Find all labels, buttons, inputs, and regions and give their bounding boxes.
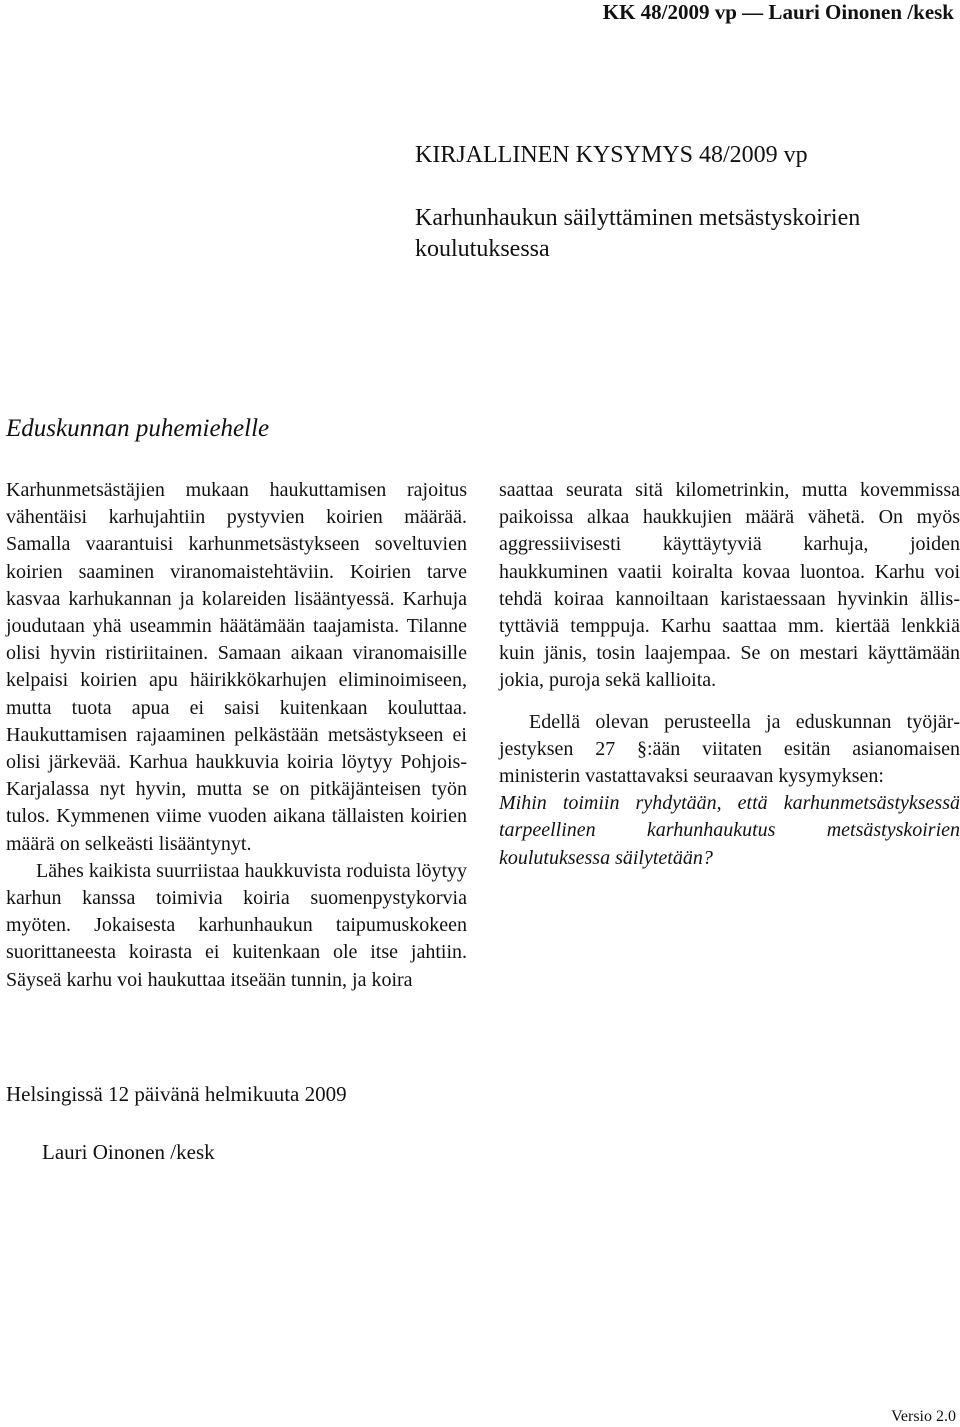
version-label: Versio 2.0 xyxy=(891,1408,956,1425)
document-subtitle: Karhunhaukun säilyttäminen metsästyskoirien koulutuksessa xyxy=(415,205,861,262)
signing-date: Helsingissä 12 päivänä helmikuuta 2009 xyxy=(6,1082,347,1106)
body-paragraph-2: Lähes kaikista suurriistaa haukkuvista roduista löytyy karhun kanssa toimivia koiria suomenpystykorvia myöten. Jokaisesta karhunhaukun taipumuskokeen suorittaneesta koirasta ei kuitenkaan ole itse jahtiin. Säyseä karhu voi haukuttaa itseään tunnin, ja koira xyxy=(6,859,467,991)
page-header: KK 48/2009 vp — Lauri Oinonen /kesk xyxy=(602,0,954,24)
addressee: Eduskunnan puhemiehelle xyxy=(6,415,270,442)
formal-question: Mihin toimiin ryhdytään, että karhunmetsästyksessä tarpeellinen karhunhaukutus metsästyskoirien koulutuksessa säilytetään? xyxy=(499,792,960,869)
body-text-right-column xyxy=(499,477,960,872)
body-paragraph-3: Edellä olevan perusteella ja eduskunnan työjärjestyksen 27 §:ään viitaten esitän asianomaisen ministerin vastattavaksi seuraavan kysymyksen: xyxy=(499,710,960,788)
document-title: KIRJALLINEN KYSYMYS 48/2009 vp xyxy=(415,142,808,168)
body-paragraph-1: Karhunmetsästäjien mukaan haukuttamisen rajoitus vähentäisi karhujahtiin pystyvien koirien määrää. Samalla vaarantuisi karhunmetsästykseen soveltuvien koirien saaminen viranomaistehtäviin. Koirien tarve kasvaa karhukannan ja kolareiden lisääntyessä. Karhuja joudutaan yhä useammin häätämään taajamista. Tilanne olisi hyvin ristiriitainen. Samaan aikaan viranomaisille kelpaisi koirien apu häirikkökarhujen eliminoimiseen, mutta tuota apua ei saisi kuitenkaan kouluttaa. Haukuttamisen rajaaminen pelkästään metsästykseen ei olisi järkevää. Karhua haukkuvia koiria löytyy Pohjois-Karjalassa nyt hyvin, mutta se on pitkäjänteisen työn tulos. Kymmenen viime vuoden aikana tällaisten koirien määrä on selkeästi lisääntynyt. xyxy=(6,479,467,855)
signer-name: Lauri Oinonen /kesk xyxy=(42,1140,215,1164)
body-text-left-column xyxy=(6,477,467,994)
body-paragraph-2-continued: saattaa seurata sitä kilometrinkin, mutta kovemmissa paikoissa alkaa haukkujien määrä vähetä. On myös aggressiivisesti käyttäytyviä karhuja, joiden haukkuminen vaatii koiralta kovaa luontoa. Karhu voi tehdä koiraa kannoiltaan karistaessaan hyvinkin ällistyttäviä temppuja. Karhu saattaa mm. kiertää lenkkiä kuin jänis, tosin laajempaa. Se on mestari käyttämään jokia, puroja sekä kallioita. xyxy=(499,479,960,692)
